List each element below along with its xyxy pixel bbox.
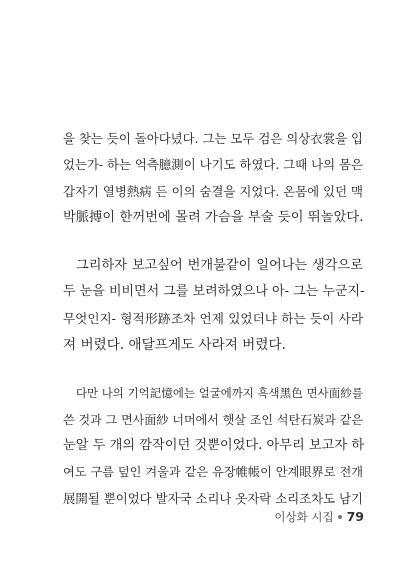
paragraph-gap: [63, 231, 363, 253]
text-line: 박脈搏이 한꺼번에 몰려 가슴을 부술 듯이 뛰놀았다.: [63, 209, 364, 225]
paragraph-gap: [63, 358, 363, 380]
text-line: 을 찾는 듯이 돌아다녔다. 그는 모두 검은 의상衣裳을 입: [63, 131, 363, 146]
book-title: 이상화 시집: [274, 510, 334, 524]
text-line: 무엇인지- 형적形跡조차 언제 있었더냐 하는 듯이 사라: [63, 310, 363, 326]
text-line: 그리하자 보고싶어 번개불같이 일어나는 생각으로: [76, 258, 363, 274]
text-line: 었는가- 하는 억측臆測이 나기도 하였다. 그때 나의 몸은: [63, 157, 363, 173]
body-text: [63, 126, 363, 512]
text-line: 여도 구름 덮인 겨울과 같은 유장帷帳이 안계眼界로 전개: [63, 465, 363, 480]
text-line: 져 버렸다. 애달프게도 사라져 버렸다.: [63, 337, 286, 354]
text-line: 갑자기 열병熱病 든 이의 숨결을 지었다. 온몸에 있던 맥: [63, 183, 363, 199]
bullet-separator-icon: [338, 515, 342, 519]
text-line: 두 눈을 비비면서 그를 보려하였으나 아- 그는 누군지-: [63, 284, 365, 300]
text-line: 다만 나의 기억記憶에는 얼굴에까지 흑색黑色 면사面紗를: [76, 386, 363, 401]
text-line: 눈알 두 개의 깜작이던 것뿐이었다. 아무리 보고자 하: [63, 437, 365, 453]
text-line: 展開될 뿐이었다 발자국 소리나 옷자락 소리조차도 남기: [63, 490, 363, 506]
page-number: 79: [346, 509, 364, 524]
page-footer: [274, 509, 364, 525]
text-line: 쓴 것과 그 면사面紗 너머에서 햇살 조인 석탄石炭과 같은: [63, 412, 363, 427]
